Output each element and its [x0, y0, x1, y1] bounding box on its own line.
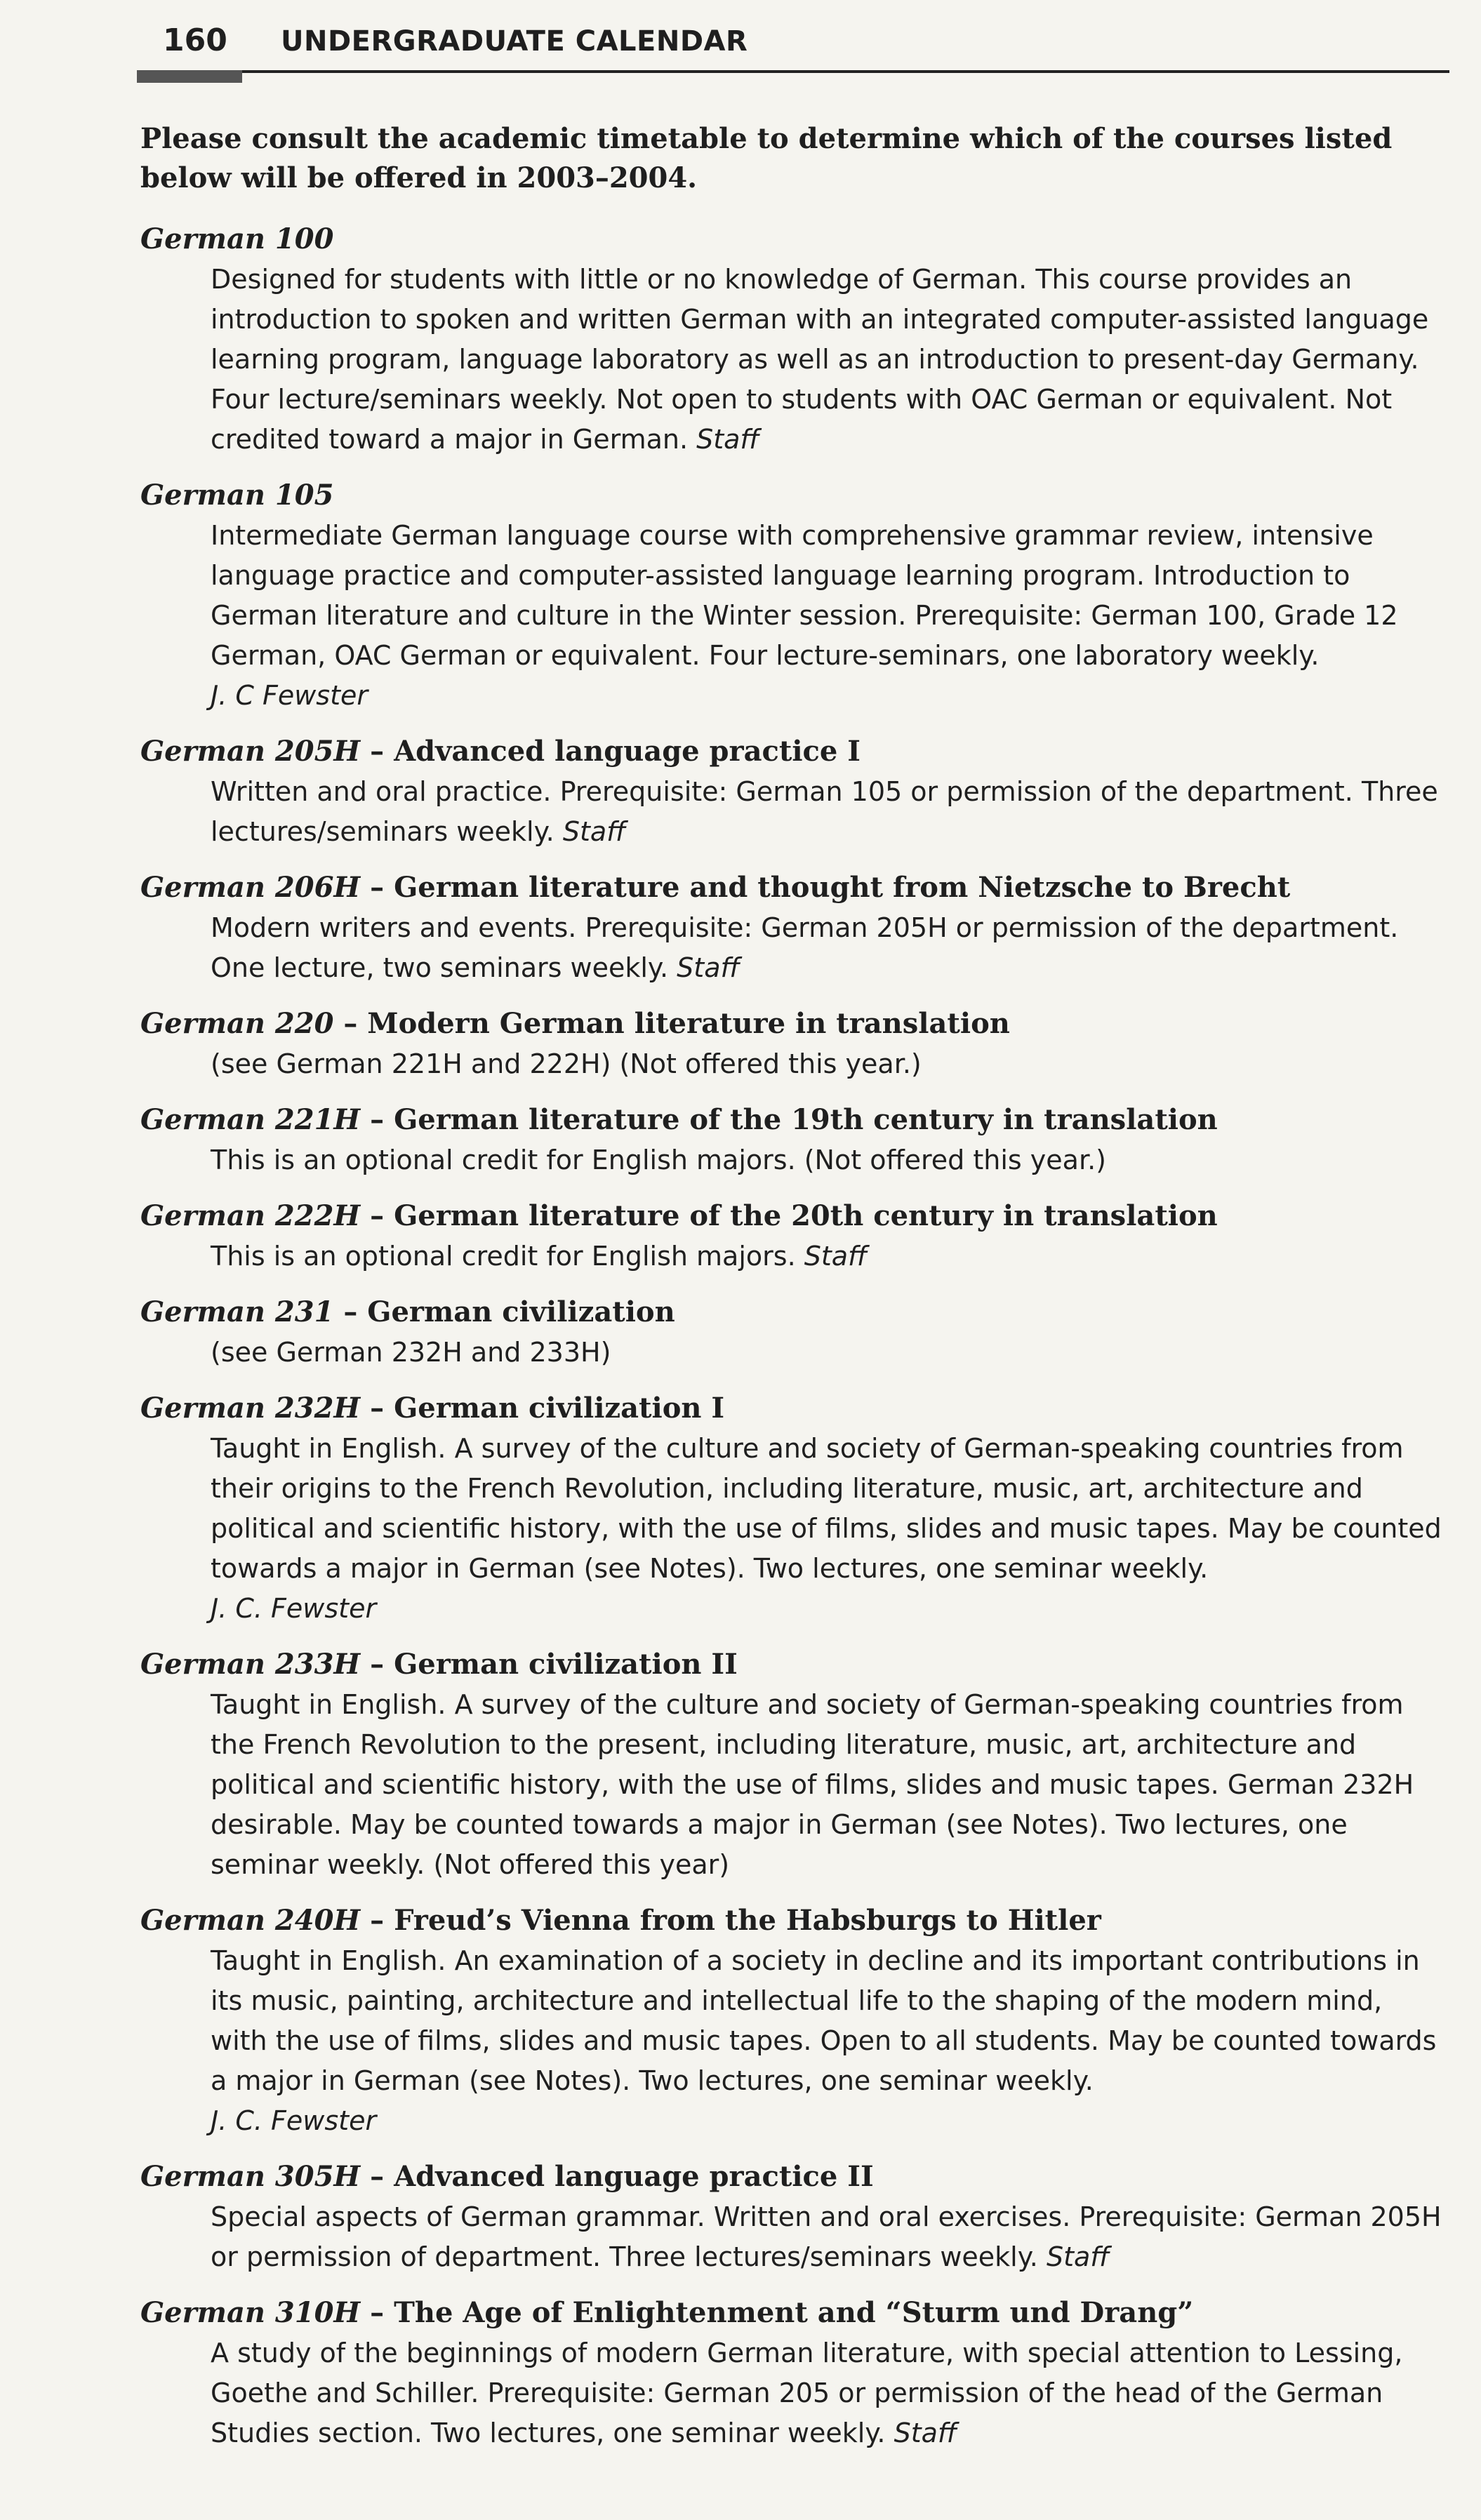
header-tab-mark: [137, 70, 242, 83]
course-title: – Modern German literature in translation: [343, 1007, 1010, 1040]
course-code: German 232H: [140, 1392, 361, 1425]
course-entry: [140, 2293, 1446, 2453]
course-heading: [140, 867, 1446, 908]
course-title: – The Age of Enlightenment and “Sturm und Drang”: [370, 2296, 1194, 2329]
course-description: [140, 516, 1446, 716]
course-heading: [140, 1004, 1446, 1044]
course-code: German 105: [140, 479, 334, 512]
course-description: [140, 1941, 1446, 2141]
course-code: German 206H: [140, 871, 361, 904]
course-description: [140, 1685, 1446, 1885]
course-description: [140, 1236, 1446, 1276]
course-description-text: (see German 232H and 233H): [211, 1337, 611, 1368]
course-code: German 231: [140, 1295, 334, 1328]
course-heading: [140, 731, 1446, 772]
course-entry: [140, 1388, 1446, 1629]
course-description-text: This is an optional credit for English majors. (Not offered this year.): [211, 1145, 1106, 1175]
course-title: – German literature and thought from Nietzsche to Brecht: [370, 871, 1291, 904]
header-rule: [137, 70, 1449, 73]
course-title: – German literature of the 20th century in translation: [370, 1199, 1218, 1232]
intro-note: Please consult the academic timetable to determine which of the courses listed below will be offered in 2003–2004.: [140, 122, 1393, 194]
course-entry: [140, 1900, 1446, 2141]
course-entry: [140, 475, 1446, 716]
course-description-text: Written and oral practice. Prerequisite: German 105 or permission of the department. Three lectures/seminars weekly.: [211, 776, 1438, 847]
course-code: German 233H: [140, 1648, 361, 1681]
course-description: [140, 2333, 1446, 2453]
course-entry: [140, 219, 1446, 460]
course-description: [140, 1140, 1446, 1180]
course-title: – Advanced language practice II: [370, 2160, 874, 2193]
course-instructor: J. C. Fewster: [211, 1593, 377, 1624]
course-heading: [140, 1196, 1446, 1236]
course-code: German 240H: [140, 1904, 361, 1937]
course-description-text: Taught in English. A survey of the culture and society of German-speaking countries from the French Revolution to the present, including literature, music, art, architecture and political and scientific history, with the use of films, slides and music tapes. German 232H desirable. May be counted towards a major in German (see Notes). Two lectures, one seminar weekly. (Not offered this year): [211, 1689, 1414, 1880]
course-description: [140, 260, 1446, 460]
course-description-text: (see German 221H and 222H) (Not offered this year.): [211, 1048, 922, 1079]
course-code: German 310H: [140, 2296, 361, 2329]
course-description-text: Designed for students with little or no knowledge of German. This course provides an introduction to spoken and written German with an integrated computer-assisted language learning program, language laboratory as well as an introduction to present-day Germany. Four lecture/seminars weekly. Not open to students with OAC German or equivalent. Not credited toward a major in German.: [211, 264, 1429, 455]
course-entry: [140, 1100, 1446, 1180]
course-staff: Staff: [1046, 2241, 1110, 2272]
course-description-text: Intermediate German language course with comprehensive grammar review, intensive language practice and computer-assisted language learning program. Introduction to German literature and culture in the Winter session. Prerequisite: German 100, Grade 12 German, OAC German or equivalent. Four lecture-seminars, one laboratory weekly.: [211, 520, 1398, 671]
course-entry: [140, 867, 1446, 988]
header-title: UNDERGRADUATE CALENDAR: [281, 25, 748, 58]
course-title: – German civilization: [343, 1295, 675, 1328]
course-title: – Freud’s Vienna from the Habsburgs to Hitler: [370, 1904, 1101, 1937]
course-code: German 100: [140, 222, 334, 255]
course-heading: [140, 2293, 1446, 2333]
course-heading: [140, 2156, 1446, 2197]
course-code: German 205H: [140, 735, 361, 768]
course-description: [140, 1429, 1446, 1629]
course-description-text: This is an optional credit for English majors.: [211, 1241, 796, 1272]
course-staff: Staff: [804, 1241, 868, 1272]
course-heading: [140, 1644, 1446, 1685]
course-staff: Staff: [677, 952, 740, 983]
course-description-text: Special aspects of German grammar. Written and oral exercises. Prerequisite: German 205H or permission of department. Three lectures/seminars weekly.: [211, 2201, 1442, 2272]
course-description-text: A study of the beginnings of modern German literature, with special attention to Lessing, Goethe and Schiller. Prerequisite: German 205 or permission of the head of the German Studies section. Two lectures, one seminar weekly.: [211, 2338, 1403, 2448]
course-heading: [140, 1292, 1446, 1333]
course-instructor: J. C Fewster: [211, 680, 368, 711]
course-code: German 220: [140, 1007, 334, 1040]
course-heading: [140, 219, 1446, 260]
course-heading: [140, 1388, 1446, 1429]
course-title: – Advanced language practice I: [370, 735, 861, 768]
course-entry: [140, 731, 1446, 852]
course-entry: [140, 1004, 1446, 1084]
course-description-text: Taught in English. An examination of a society in decline and its important contributions in its music, painting, architecture and intellectual life to the shaping of the modern mind, with the use of films, slides and music tapes. Open to all students. May be counted towards a major in German (see Notes). Two lectures, one seminar weekly.: [211, 1945, 1437, 2096]
course-entry: [140, 1196, 1446, 1276]
page-content: [140, 119, 1446, 2469]
course-title: – German civilization I: [370, 1392, 725, 1425]
course-description-text: Taught in English. A survey of the culture and society of German-speaking countries from their origins to the French Revolution, including literature, music, art, architecture and political and scientific history, with the use of films, slides and music tapes. May be counted towards a major in German (see Notes). Two lectures, one seminar weekly.: [211, 1433, 1442, 1584]
course-description-text: Modern writers and events. Prerequisite: German 205H or permission of the department. One lecture, two seminars weekly.: [211, 912, 1399, 983]
course-heading: [140, 1100, 1446, 1140]
course-description: [140, 908, 1446, 988]
page-number: 160: [163, 22, 227, 58]
course-heading: [140, 475, 1446, 516]
course-staff: Staff: [562, 816, 626, 847]
course-title: – German literature of the 19th century in translation: [370, 1103, 1218, 1136]
course-code: German 222H: [140, 1199, 361, 1232]
course-entry: [140, 2156, 1446, 2277]
course-description: [140, 2197, 1446, 2277]
course-description: [140, 772, 1446, 852]
course-entry: [140, 1644, 1446, 1885]
page-header: [140, 18, 1446, 60]
course-heading: [140, 1900, 1446, 1941]
course-staff: Staff: [894, 2418, 957, 2448]
course-description: [140, 1044, 1446, 1084]
course-title: – German civilization II: [370, 1648, 738, 1681]
course-instructor: J. C. Fewster: [211, 2105, 377, 2136]
course-code: German 305H: [140, 2160, 361, 2193]
course-staff: Staff: [696, 424, 759, 455]
course-code: German 221H: [140, 1103, 361, 1136]
course-entry: [140, 1292, 1446, 1373]
course-description: [140, 1333, 1446, 1373]
